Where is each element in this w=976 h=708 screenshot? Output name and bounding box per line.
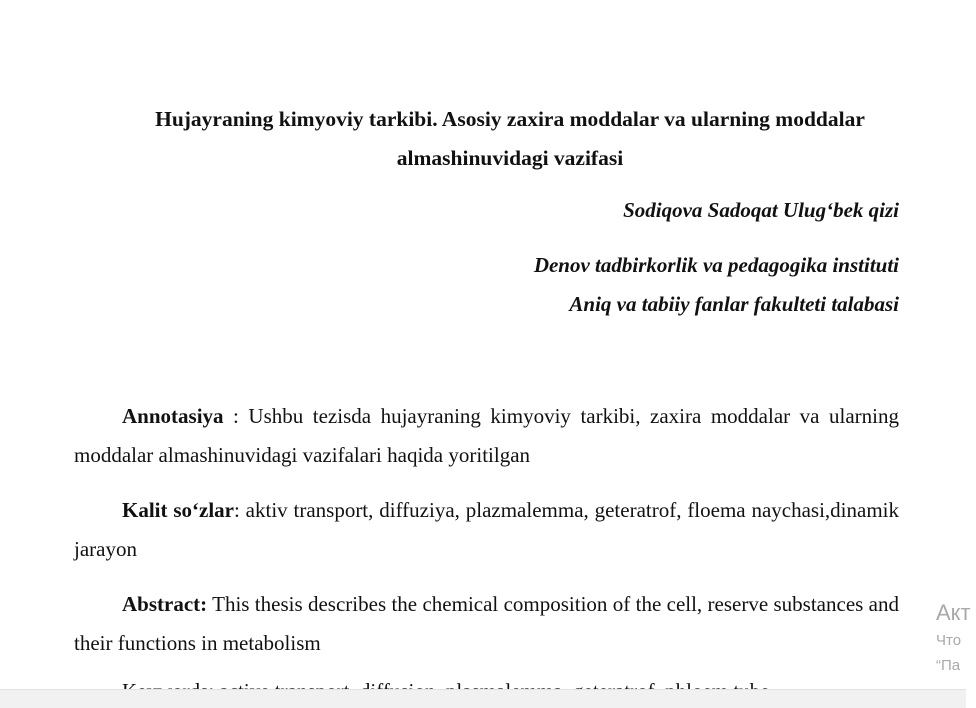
keywords-label: Kalit so‘zlar [122,498,234,522]
keywords-text: : aktiv transport, diffuziya, plazmalemma, geteratrof, floema naychasi,dinamik jarayon [74,498,900,561]
faculty-name: Aniq va tabiiy fanlar fakulteti talabasi [569,292,899,316]
annotation-label: Annotasiya [122,404,224,428]
keywords-paragraph [74,491,899,569]
title-line-1: Hujayraning kimyoviy tarkibi. Asosiy zaxira moddalar va ularning moddalar [155,107,865,131]
annotation-paragraph [74,397,899,475]
activation-line-2: “Па [936,657,961,674]
activation-line-1: Что [936,632,962,649]
activation-watermark [936,598,976,678]
activation-title: Акт [936,600,971,625]
annotation-text: : Ushbu tezisda hujayraning kimyoviy tarkibi, zaxira moddalar va ularning moddalar almashinuvidagi vazifalari haqida yoritilgan [74,404,899,467]
document-title [118,100,902,178]
horizontal-scrollbar[interactable] [0,689,966,708]
abstract-paragraph [74,585,899,663]
abstract-label: Abstract: [122,592,208,616]
title-line-2: almashinuvidagi vazifasi [396,146,624,170]
institution-name: Denov tadbirkorlik va pedagogika instituti [533,253,899,277]
abstract-text: This thesis describes the chemical composition of the cell, reserve substances and their functions in metabolism [74,592,899,655]
author-name: Sodiqova Sadoqat Ulug‘bek qizi [623,198,899,222]
